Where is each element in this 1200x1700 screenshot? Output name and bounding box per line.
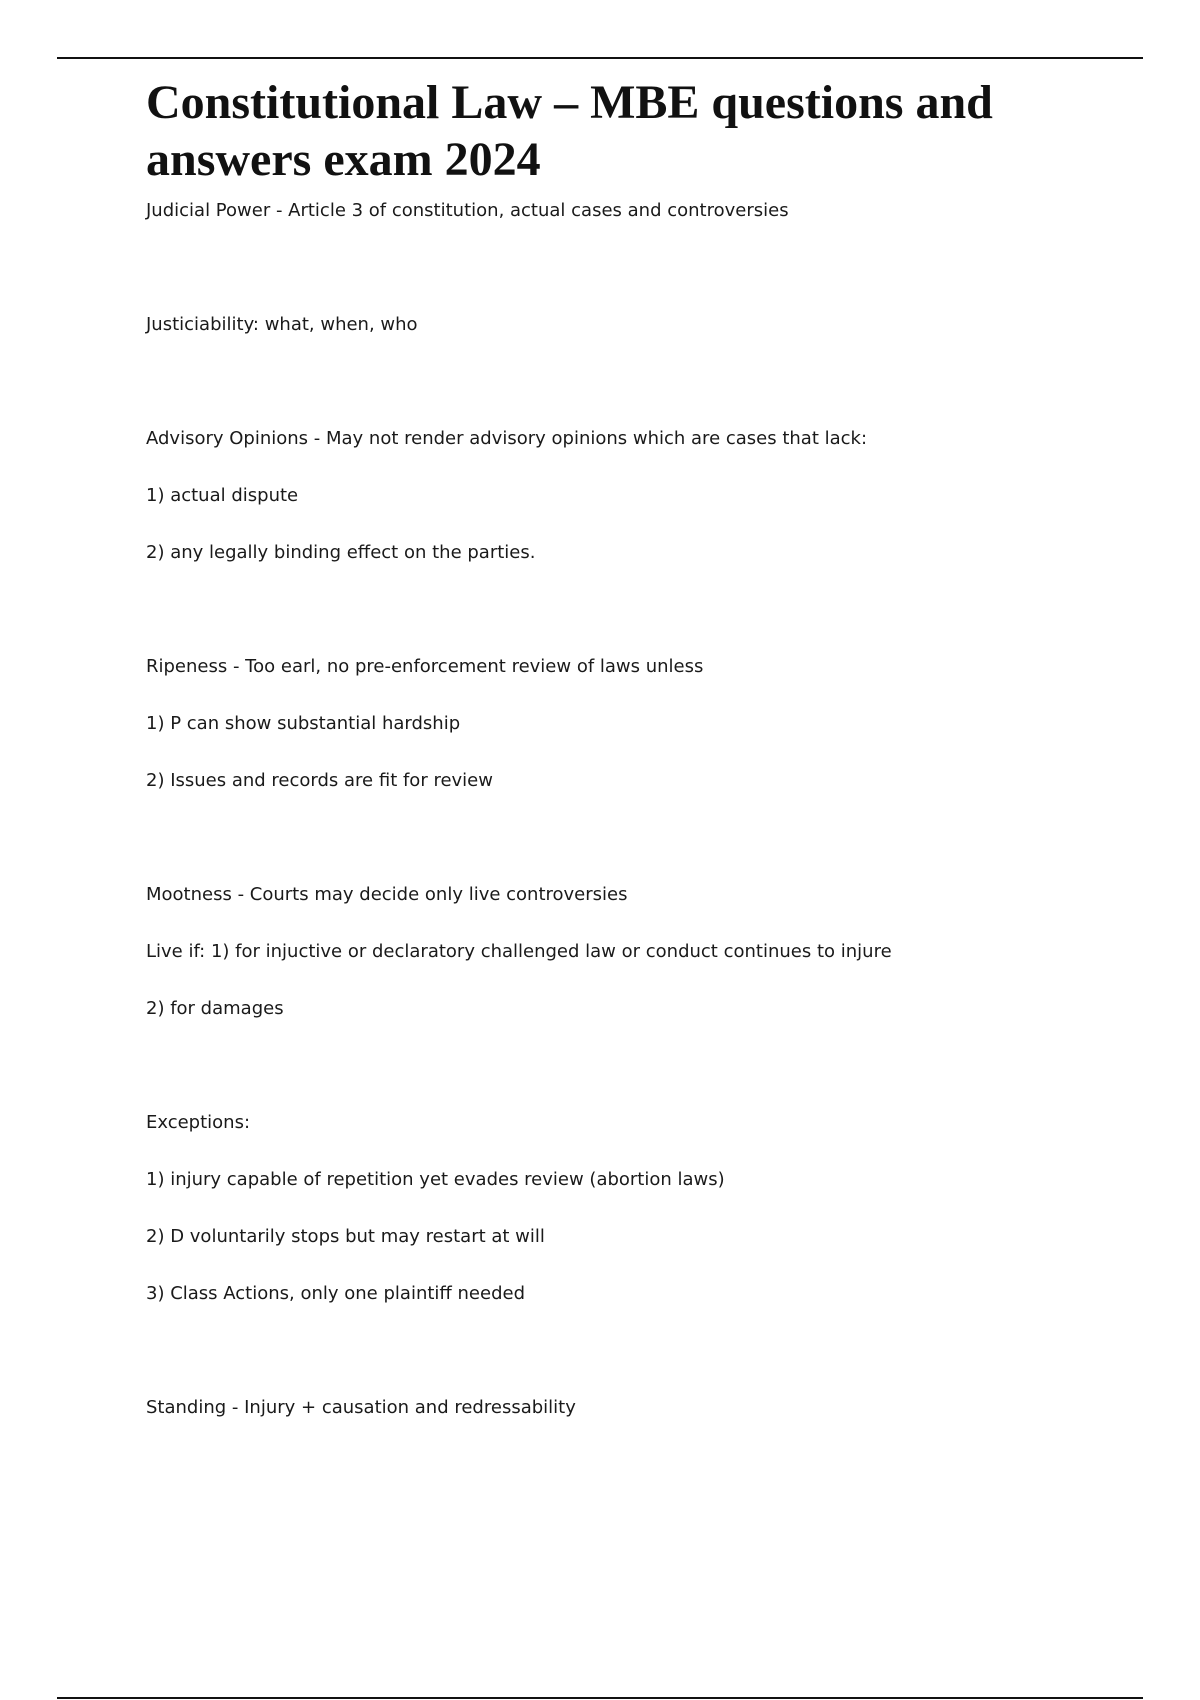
- blank-line: [146, 598, 1106, 622]
- text-line: 1) actual dispute: [146, 485, 299, 506]
- blank-line: [146, 256, 1106, 280]
- text-line: 1) injury capable of repetition yet evades review (abortion laws): [146, 1169, 725, 1190]
- text-line: 2) D voluntarily stops but may restart at will: [146, 1226, 545, 1247]
- blank-line: [146, 1339, 1106, 1363]
- blank-line: [146, 826, 1106, 850]
- text-line: Exceptions:: [146, 1112, 251, 1133]
- text-line: Justiciability: what, when, who: [146, 314, 418, 335]
- text-line: Ripeness - Too earl, no pre-enforcement review of laws unless: [146, 656, 704, 677]
- bottom-rule: [57, 1697, 1143, 1699]
- top-rule: [57, 57, 1143, 59]
- blank-line: [146, 370, 1106, 394]
- document-title: Constitutional Law – MBE questions and answers exam 2024: [146, 76, 993, 186]
- text-line: Advisory Opinions - May not render advisory opinions which are cases that lack:: [146, 428, 868, 449]
- text-line: Mootness - Courts may decide only live controversies: [146, 884, 628, 905]
- blank-line: [146, 1054, 1106, 1078]
- text-line: 1) P can show substantial hardship: [146, 713, 461, 734]
- text-line: 2) Issues and records are fit for review: [146, 770, 493, 791]
- document-lines: [146, 199, 1106, 1420]
- text-line: 2) for damages: [146, 998, 284, 1019]
- text-line: 2) any legally binding effect on the parties.: [146, 542, 536, 563]
- text-line: 3) Class Actions, only one plaintiff needed: [146, 1283, 526, 1304]
- text-line: Judicial Power - Article 3 of constitution, actual cases and controversies: [146, 200, 789, 221]
- text-line: Standing - Injury + causation and redressability: [146, 1397, 576, 1418]
- document-body: [146, 74, 1106, 1420]
- text-line: Live if: 1) for injuctive or declaratory challenged law or conduct continues to injure: [146, 941, 892, 962]
